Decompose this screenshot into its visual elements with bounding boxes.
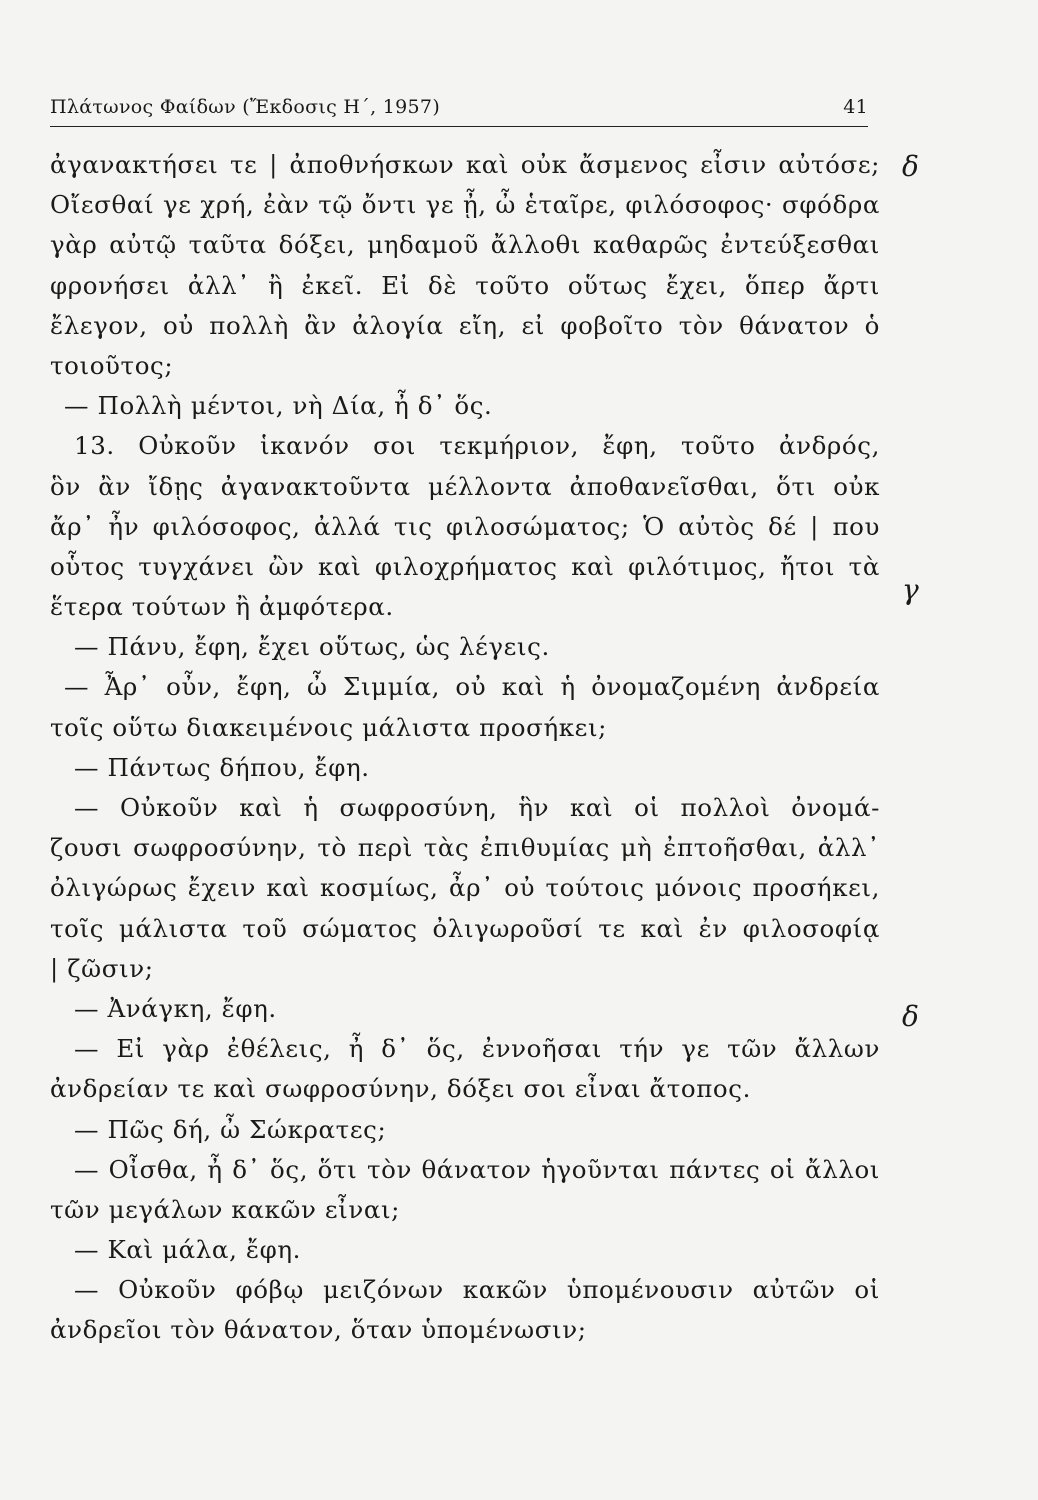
text-line: γὰρ αὐτῷ ταῦτα δόξει, μηδαμοῦ ἄλλοθι καθαρῶς ἐντεύξεσθαι xyxy=(50,230,880,260)
text-line: — Οὐκοῦν φόβῳ μειζόνων κακῶν ὑπομένουσιν αὐτῶν οἱ xyxy=(74,1275,880,1305)
text-line: τοῖς οὕτω διακειμένοις μάλιστα προσήκει; xyxy=(50,712,608,742)
text-line: ζουσι σωφροσύνην, τὸ περὶ τὰς ἐπιθυμίας μὴ ἐπτοῆσθαι, ἀλλ᾽ xyxy=(50,833,880,863)
text-line: — Ἆρ᾽ οὖν, ἔφη, ὦ Σιμμία, οὐ καὶ ἡ ὀνομαζομένη ἀνδρεία xyxy=(64,672,880,702)
text-line: ὃν ἂν ἴδῃς ἀγανακτοῦντα μέλλοντα ἀποθανεῖσθαι, ὅτι οὐκ xyxy=(50,471,880,501)
text-line: ἀνδρείαν τε καὶ σωφροσύνην, δόξει σοι εἶναι ἄτοπος. xyxy=(50,1074,751,1104)
running-title: Πλάτωνος Φαίδων (Ἔκδοσις Η΄, 1957) xyxy=(50,96,441,118)
text-line: ἄρ᾽ ἦν φιλόσοφος, ἀλλά τις φιλοσώματος; Ὁ αὐτὸς δέ | που xyxy=(50,511,880,541)
text-line: — Καὶ μάλα, ἔφη. xyxy=(74,1235,302,1265)
text-line: — Οἶσθα, ἦ δ᾽ ὅς, ὅτι τὸν θάνατον ἡγοῦνται πάντες οἱ ἄλλοι xyxy=(74,1154,880,1184)
text-line: — Πάντως δήπου, ἔφη. xyxy=(74,752,370,782)
text-line: — Εἰ γὰρ ἐθέλεις, ἦ δ᾽ ὅς, ἐννοῆσαι τήν γε τῶν ἄλλων xyxy=(74,1034,880,1064)
margin-section-letter: δ xyxy=(902,1000,919,1033)
header-rule xyxy=(50,126,868,127)
margin-section-letter: γ xyxy=(902,573,919,606)
page-number: 41 xyxy=(843,96,868,118)
text-line: ἀνδρεῖοι τὸν θάνατον, ὅταν ὑπομένωσιν; xyxy=(50,1315,587,1345)
text-line: — Πολλὴ μέντοι, νὴ Δία, ἦ δ᾽ ὅς. xyxy=(64,391,493,421)
text-line: | ζῶσιν; xyxy=(50,953,154,983)
margin-section-letter: δ xyxy=(902,150,919,183)
text-line: 13. Οὐκοῦν ἱκανόν σοι τεκμήριον, ἔφη, τοῦτο ἀνδρός, xyxy=(74,431,880,461)
text-line: Οἴεσθαί γε χρή, ἐὰν τῷ ὄντι γε ᾖ, ὦ ἑταῖρε, φιλόσοφος· σφόδρα xyxy=(50,190,880,220)
text-line: τῶν μεγάλων κακῶν εἶναι; xyxy=(50,1194,401,1224)
text-line: — Πάνυ, ἔφη, ἔχει οὕτως, ὡς λέγεις. xyxy=(74,632,550,662)
text-line: ἀγανακτήσει τε | ἀποθνήσκων καὶ οὐκ ἄσμενος εἶσιν αὐτόσε; xyxy=(50,150,880,179)
text-line: ὀλιγώρως ἔχειν καὶ κοσμίως, ἆρ᾽ οὐ τούτοις μόνοις προσήκει, xyxy=(50,873,880,903)
text-line: οὗτος τυγχάνει ὢν καὶ φιλοχρήματος καὶ φιλότιμος, ἤτοι τὰ xyxy=(50,551,880,581)
text-line: — Ἀνάγκη, ἔφη. xyxy=(74,993,277,1023)
text-line: ἔλεγον, οὐ πολλὴ ἂν ἀλογία εἴη, εἰ φοβοῖτο τὸν θάνατον ὁ xyxy=(50,310,880,340)
running-header xyxy=(50,96,868,118)
body-text xyxy=(50,145,880,1351)
text-line: — Πῶς δή, ὦ Σώκρατες; xyxy=(74,1114,387,1144)
text-line: τοιοῦτος; xyxy=(50,350,174,380)
text-line: — Οὐκοῦν καὶ ἡ σωφροσύνη, ἣν καὶ οἱ πολλοὶ ὀνομά- xyxy=(74,793,880,822)
text-line: φρονήσει ἀλλ᾽ ἢ ἐκεῖ. Εἰ δὲ τοῦτο οὕτως ἔχει, ὅπερ ἄρτι xyxy=(50,270,880,300)
text-line: τοῖς μάλιστα τοῦ σώματος ὀλιγωροῦσί τε καὶ ἐν φιλοσοφίᾳ xyxy=(50,913,880,943)
text-line: ἕτερα τούτων ἢ ἀμφότερα. xyxy=(50,592,394,622)
